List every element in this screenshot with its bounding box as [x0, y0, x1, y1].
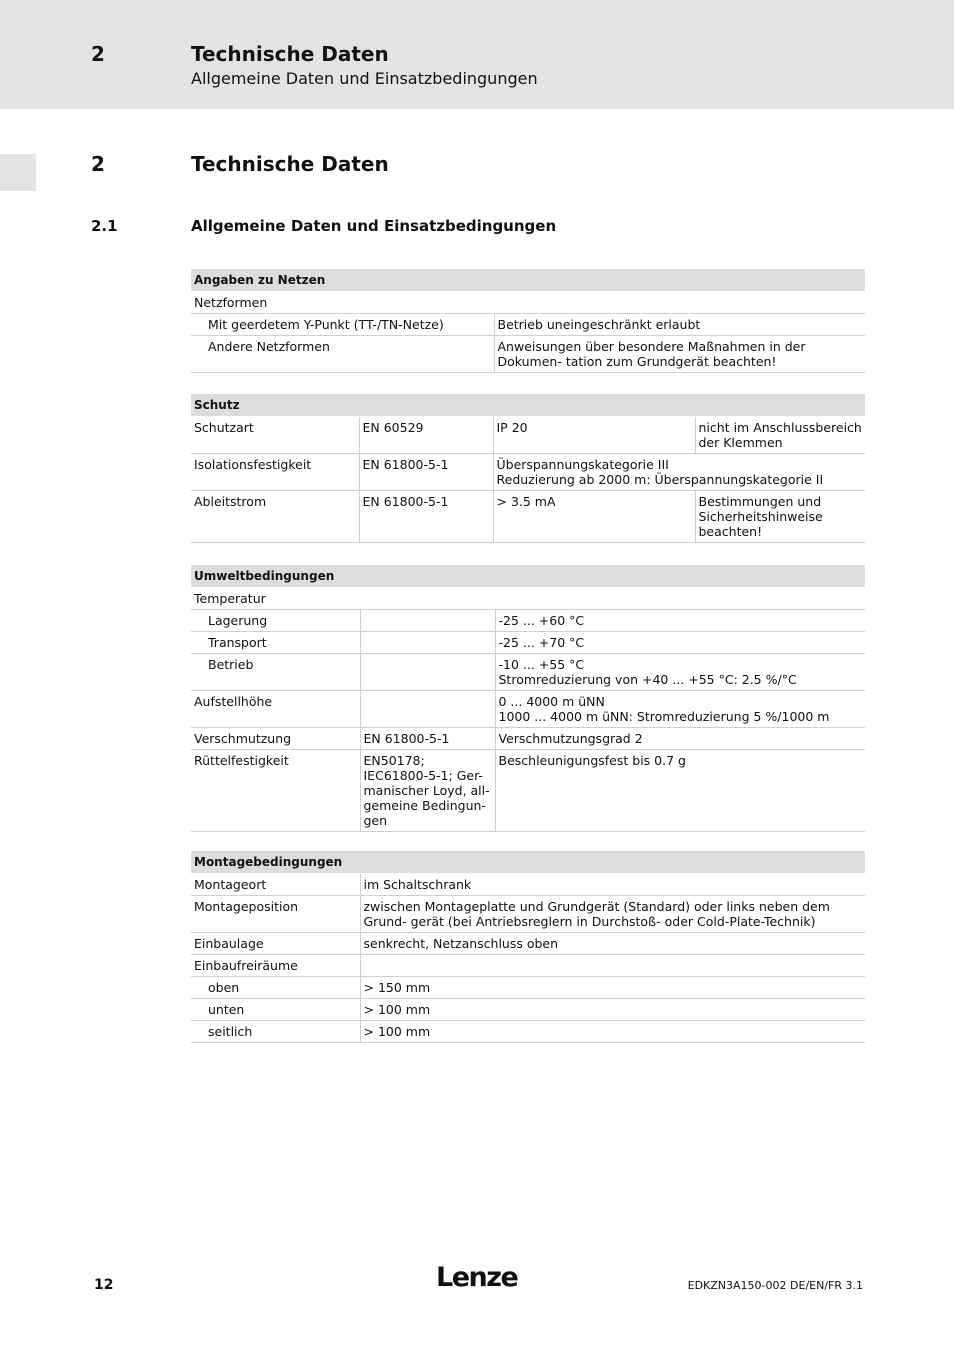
row-norm: EN 61800-5-1 — [359, 491, 493, 543]
row-label: Einbaulage — [191, 933, 360, 955]
row-value: > 100 mm — [360, 1021, 865, 1043]
table-row — [191, 610, 865, 632]
row-value-line2: 1000 ... 4000 m üNN: Stromreduzierung 5 %/1000 m — [498, 709, 830, 724]
row-value: -25 ... +60 °C — [495, 610, 865, 632]
heading1-title: Technische Daten — [191, 152, 389, 176]
table-row — [191, 955, 865, 977]
page-number: 12 — [94, 1277, 114, 1293]
section-title: Angaben zu Netzen — [191, 269, 865, 292]
table-group-row — [191, 292, 865, 314]
row-label: Schutzart — [191, 417, 359, 454]
table-row — [191, 691, 865, 728]
section-title: Montagebedingungen — [191, 851, 865, 874]
heading2-number: 2.1 — [91, 217, 118, 235]
row-value — [495, 654, 865, 691]
table-row — [191, 1021, 865, 1043]
row-value: im Schaltschrank — [360, 874, 865, 896]
row-label: seitlich — [191, 1021, 360, 1043]
row-label: Aufstellhöhe — [191, 691, 360, 728]
row-label: Transport — [191, 632, 360, 654]
table-section-header — [191, 851, 865, 874]
heading2-title: Allgemeine Daten und Einsatzbedingungen — [191, 217, 557, 235]
row-value: -25 ... +70 °C — [495, 632, 865, 654]
table-montage — [191, 851, 865, 1043]
row-norm — [360, 691, 495, 728]
table-row — [191, 336, 865, 373]
row-value: Anweisungen über besondere Maßnahmen in der Dokumen- tation zum Grundgerät beachten! — [494, 336, 865, 373]
table-row — [191, 750, 865, 832]
lenze-logo: Lenze — [436, 1262, 518, 1293]
row-norm: EN 61800-5-1 — [360, 728, 495, 750]
row-value: > 100 mm — [360, 999, 865, 1021]
table-section-header — [191, 394, 865, 417]
row-label: Mit geerdetem Y-Punkt (TT-/TN-Netze) — [191, 314, 494, 336]
row-value — [360, 955, 865, 977]
row-note: Bestimmungen und Sicherheitshinweise beachten! — [695, 491, 865, 543]
table-row — [191, 728, 865, 750]
row-label: Rüttelfestigkeit — [191, 750, 360, 832]
section-title: Umweltbedingungen — [191, 565, 865, 588]
table-row — [191, 491, 865, 543]
row-norm — [360, 632, 495, 654]
row-value: senkrecht, Netzanschluss oben — [360, 933, 865, 955]
row-value: zwischen Montageplatte und Grundgerät (Standard) oder links neben dem Grund- gerät (bei Antriebsreglern in Durchstoß- oder Cold-Plate-Technik) — [360, 896, 865, 933]
row-value — [495, 691, 865, 728]
row-note: nicht im Anschlussbereich der Klemmen — [695, 417, 865, 454]
row-value: > 150 mm — [360, 977, 865, 999]
row-label: Verschmutzung — [191, 728, 360, 750]
row-label: Ableitstrom — [191, 491, 359, 543]
row-value: Betrieb uneingeschränkt erlaubt — [494, 314, 865, 336]
group-label: Netzformen — [191, 292, 865, 314]
row-value-line1: -10 ... +55 °C — [498, 657, 585, 672]
table-row — [191, 999, 865, 1021]
row-label: Montageort — [191, 874, 360, 896]
document-code: EDKZN3A150-002 DE/EN/FR 3.1 — [687, 1279, 863, 1292]
chapter-side-tab — [0, 154, 36, 191]
group-label: Einbaufreiräume — [191, 955, 360, 977]
table-schutz — [191, 394, 865, 543]
row-value — [493, 454, 865, 491]
table-umwelt — [191, 565, 865, 832]
row-label: unten — [191, 999, 360, 1021]
row-value-line1: Überspannungskategorie III — [496, 457, 669, 472]
table-netze — [191, 269, 865, 373]
table-group-row — [191, 588, 865, 610]
header-section-subtitle: Allgemeine Daten und Einsatzbedingungen — [191, 69, 538, 88]
row-label: Andere Netzformen — [191, 336, 494, 373]
table-row — [191, 896, 865, 933]
table-row — [191, 933, 865, 955]
row-label: Montageposition — [191, 896, 360, 933]
group-label: Temperatur — [191, 588, 865, 610]
table-section-header — [191, 565, 865, 588]
section-title: Schutz — [191, 394, 865, 417]
row-label: Isolationsfestigkeit — [191, 454, 359, 491]
row-norm: EN50178; IEC61800-5-1; Ger- manischer Loyd, all- gemeine Bedingun- gen — [360, 750, 495, 832]
row-norm — [360, 610, 495, 632]
table-row — [191, 977, 865, 999]
row-value: IP 20 — [493, 417, 695, 454]
row-value: Verschmutzungsgrad 2 — [495, 728, 865, 750]
header-chapter-number: 2 — [91, 42, 105, 66]
table-row — [191, 654, 865, 691]
header-chapter-title: Technische Daten — [191, 42, 389, 66]
heading1-number: 2 — [91, 152, 105, 176]
row-norm: EN 60529 — [359, 417, 493, 454]
row-label: Betrieb — [191, 654, 360, 691]
table-row — [191, 874, 865, 896]
table-row — [191, 632, 865, 654]
row-value-line2: Stromreduzierung von +40 ... +55 °C: 2.5 %/°C — [498, 672, 797, 687]
table-row — [191, 417, 865, 454]
table-section-header — [191, 269, 865, 292]
row-value: Beschleunigungsfest bis 0.7 g — [495, 750, 865, 832]
table-row — [191, 314, 865, 336]
row-label: oben — [191, 977, 360, 999]
header-band — [0, 0, 954, 109]
row-value-line2: Reduzierung ab 2000 m: Überspannungskategorie II — [496, 472, 824, 487]
row-label: Lagerung — [191, 610, 360, 632]
row-norm: EN 61800-5-1 — [359, 454, 493, 491]
row-value-line1: 0 ... 4000 m üNN — [498, 694, 605, 709]
row-norm — [360, 654, 495, 691]
table-row — [191, 454, 865, 491]
row-value: > 3.5 mA — [493, 491, 695, 543]
